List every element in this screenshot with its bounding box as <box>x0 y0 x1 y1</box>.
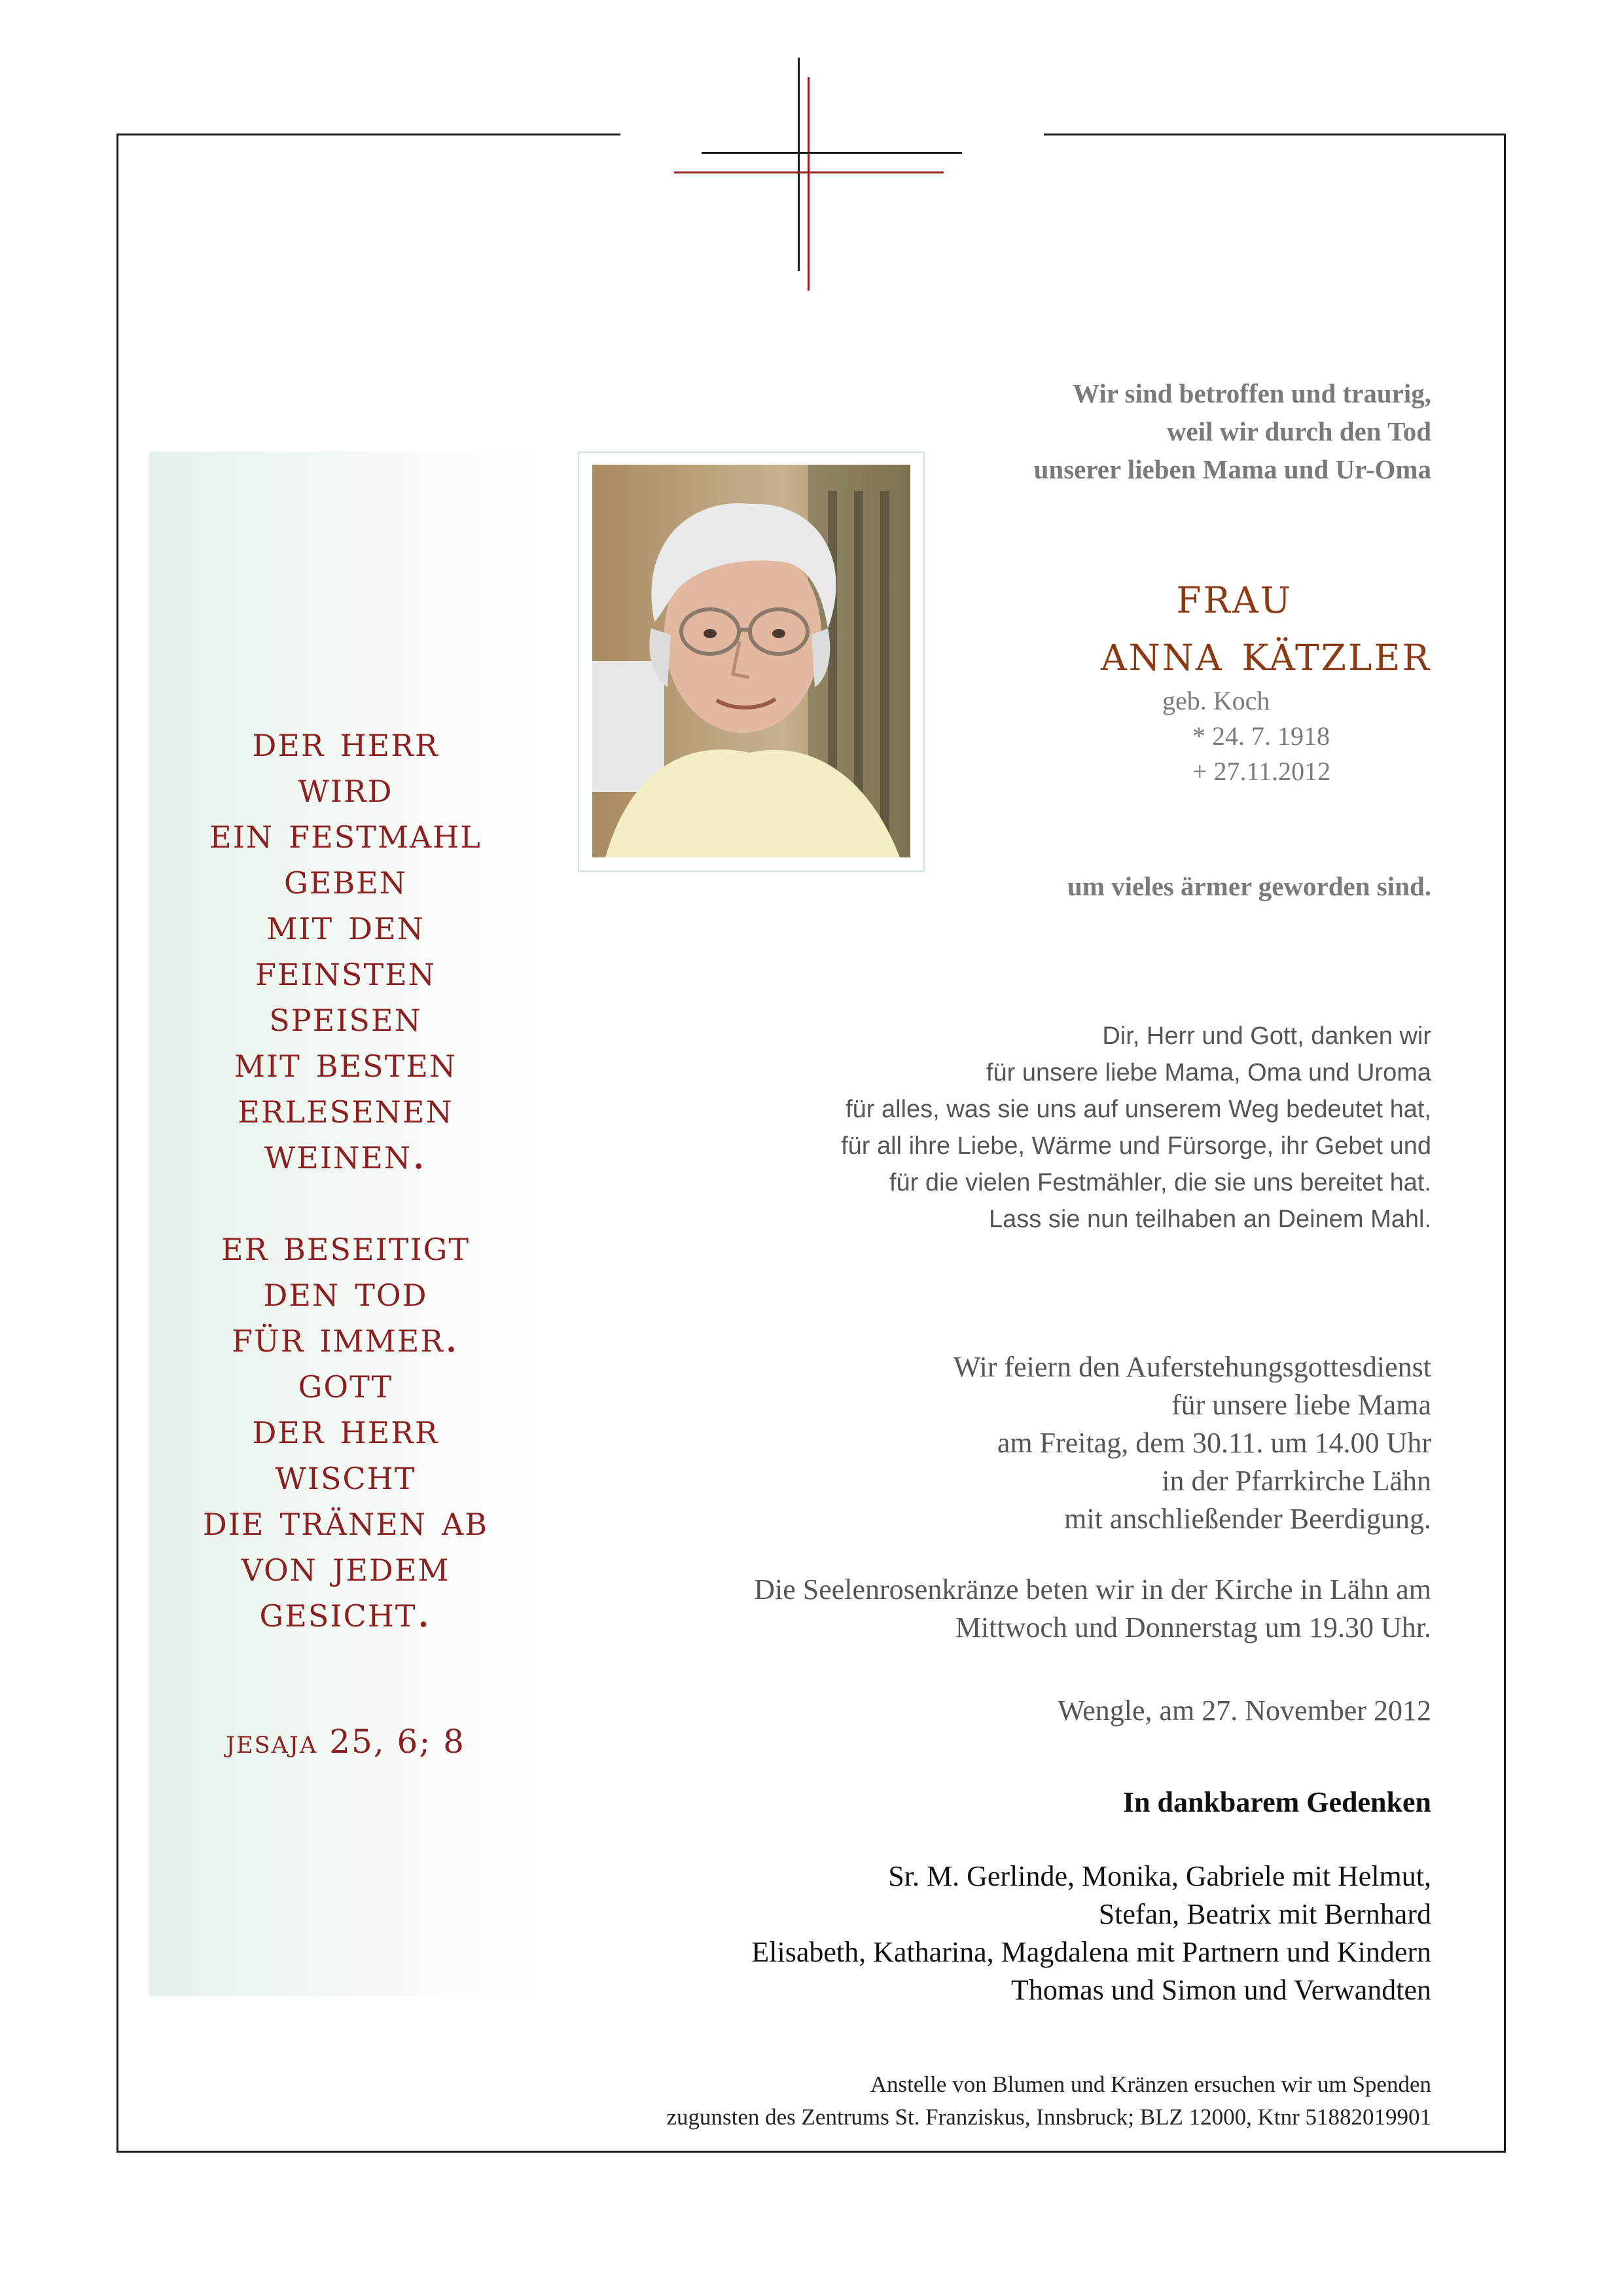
donation-line: zugunsten des Zentrums St. Franziskus, Innsbruck; BLZ 12000, Ktnr 51882019901 <box>666 2104 1431 2130</box>
prayer-line: für unsere liebe Mama, Oma und Uroma <box>986 1059 1431 1086</box>
family-line: Elisabeth, Katharina, Magdalena mit Partnern und Kindern <box>751 1936 1431 1968</box>
prayer-line: Lass sie nun teilhaben an Deinem Mahl. <box>989 1206 1431 1233</box>
service-line: Wir feiern den Auferstehungsgottesdienst <box>953 1351 1431 1383</box>
quote-line: erlesenen <box>238 1083 454 1133</box>
death-date: + 27.11.2012 <box>1192 757 1331 786</box>
quote-line: feinsten <box>255 945 436 996</box>
quote-line: wischt <box>275 1449 416 1499</box>
deceased-name: anna kätzler <box>1100 624 1431 683</box>
quote-line: für immer. <box>232 1312 459 1362</box>
border-top-right <box>1044 134 1506 135</box>
quote-line: weinen. <box>264 1128 427 1179</box>
quote-line: von jedem <box>241 1541 450 1591</box>
quote-line: der herr <box>252 716 439 766</box>
rosary-line: Die Seelenrosenkränze beten wir in der Kirche in Lähn am <box>754 1573 1431 1605</box>
quote-line: mit besten <box>234 1037 457 1087</box>
thanks-heading: In dankbarem Gedenken <box>1122 1786 1431 1818</box>
portrait-frame <box>578 452 925 872</box>
quote-line: den tod <box>263 1266 428 1316</box>
service-line: für unsere liebe Mama <box>1171 1389 1431 1421</box>
service-line: in der Pfarrkirche Lähn <box>1162 1465 1431 1497</box>
quote-line: er beseitigt <box>221 1220 471 1270</box>
quote-line: wird <box>298 762 393 812</box>
quote-line: speisen <box>269 991 422 1041</box>
prayer-line: für die vielen Festmähler, die sie uns bereitet hat. <box>889 1169 1431 1196</box>
border-left <box>116 134 118 2153</box>
birth-date: * 24. 7. 1918 <box>1192 721 1330 751</box>
quote-reference: jesaja 25, 6; 8 <box>226 1723 465 1761</box>
prayer-line: Dir, Herr und Gott, danken wir <box>1102 1022 1431 1050</box>
prayer-line: für alles, was sie uns auf unserem Weg bedeutet hat, <box>846 1096 1431 1123</box>
intro-line: weil wir durch den Tod <box>1166 416 1431 446</box>
family-line: Sr. M. Gerlinde, Monika, Gabriele mit Helmut, <box>888 1860 1431 1892</box>
service-line: am Freitag, dem 30.11. um 14.00 Uhr <box>997 1427 1431 1459</box>
portrait-photo <box>592 465 910 857</box>
quote-line: geben <box>284 853 407 904</box>
rosary-line: Mittwoch und Donnerstag um 19.30 Uhr. <box>955 1611 1431 1643</box>
poorer-text: um vieles ärmer geworden sind. <box>1067 871 1431 901</box>
intro-line: unserer lieben Mama und Ur-Oma <box>1033 454 1431 484</box>
family-line: Thomas und Simon und Verwandten <box>1010 1974 1431 2006</box>
border-right <box>1504 134 1506 2153</box>
service-info <box>954 1348 1431 1538</box>
bible-quote <box>149 716 542 1179</box>
maiden-name: geb. Koch <box>1162 686 1270 715</box>
bible-quote-second <box>149 1220 542 1637</box>
border-top-left <box>116 134 620 135</box>
family-line: Stefan, Beatrix mit Bernhard <box>1098 1898 1431 1930</box>
quote-line: ein festmahl <box>209 808 482 858</box>
quote-line: gott <box>298 1357 393 1408</box>
intro-line: Wir sind betroffen und traurig, <box>1073 378 1431 408</box>
prayer-text <box>841 1018 1431 1238</box>
place-date: Wengle, am 27. November 2012 <box>1058 1695 1431 1727</box>
quote-line: der herr <box>252 1403 439 1454</box>
intro-text <box>1034 374 1431 488</box>
deceased-title: frau <box>1176 566 1293 625</box>
donation-line: Anstelle von Blumen und Kränzen ersuchen wir um Spenden <box>870 2072 1431 2097</box>
family-list <box>751 1857 1431 2009</box>
border-bottom <box>116 2151 1506 2153</box>
quote-line: die tränen ab <box>202 1495 489 1545</box>
service-line: mit anschließender Beerdigung. <box>1064 1503 1431 1535</box>
donation-note <box>666 2068 1431 2134</box>
prayer-line: für all ihre Liebe, Wärme und Fürsorge, ihr Gebet und <box>841 1132 1431 1160</box>
rosary-info <box>754 1571 1431 1647</box>
quote-line: mit den <box>266 899 425 950</box>
quote-line: gesicht. <box>259 1587 432 1637</box>
